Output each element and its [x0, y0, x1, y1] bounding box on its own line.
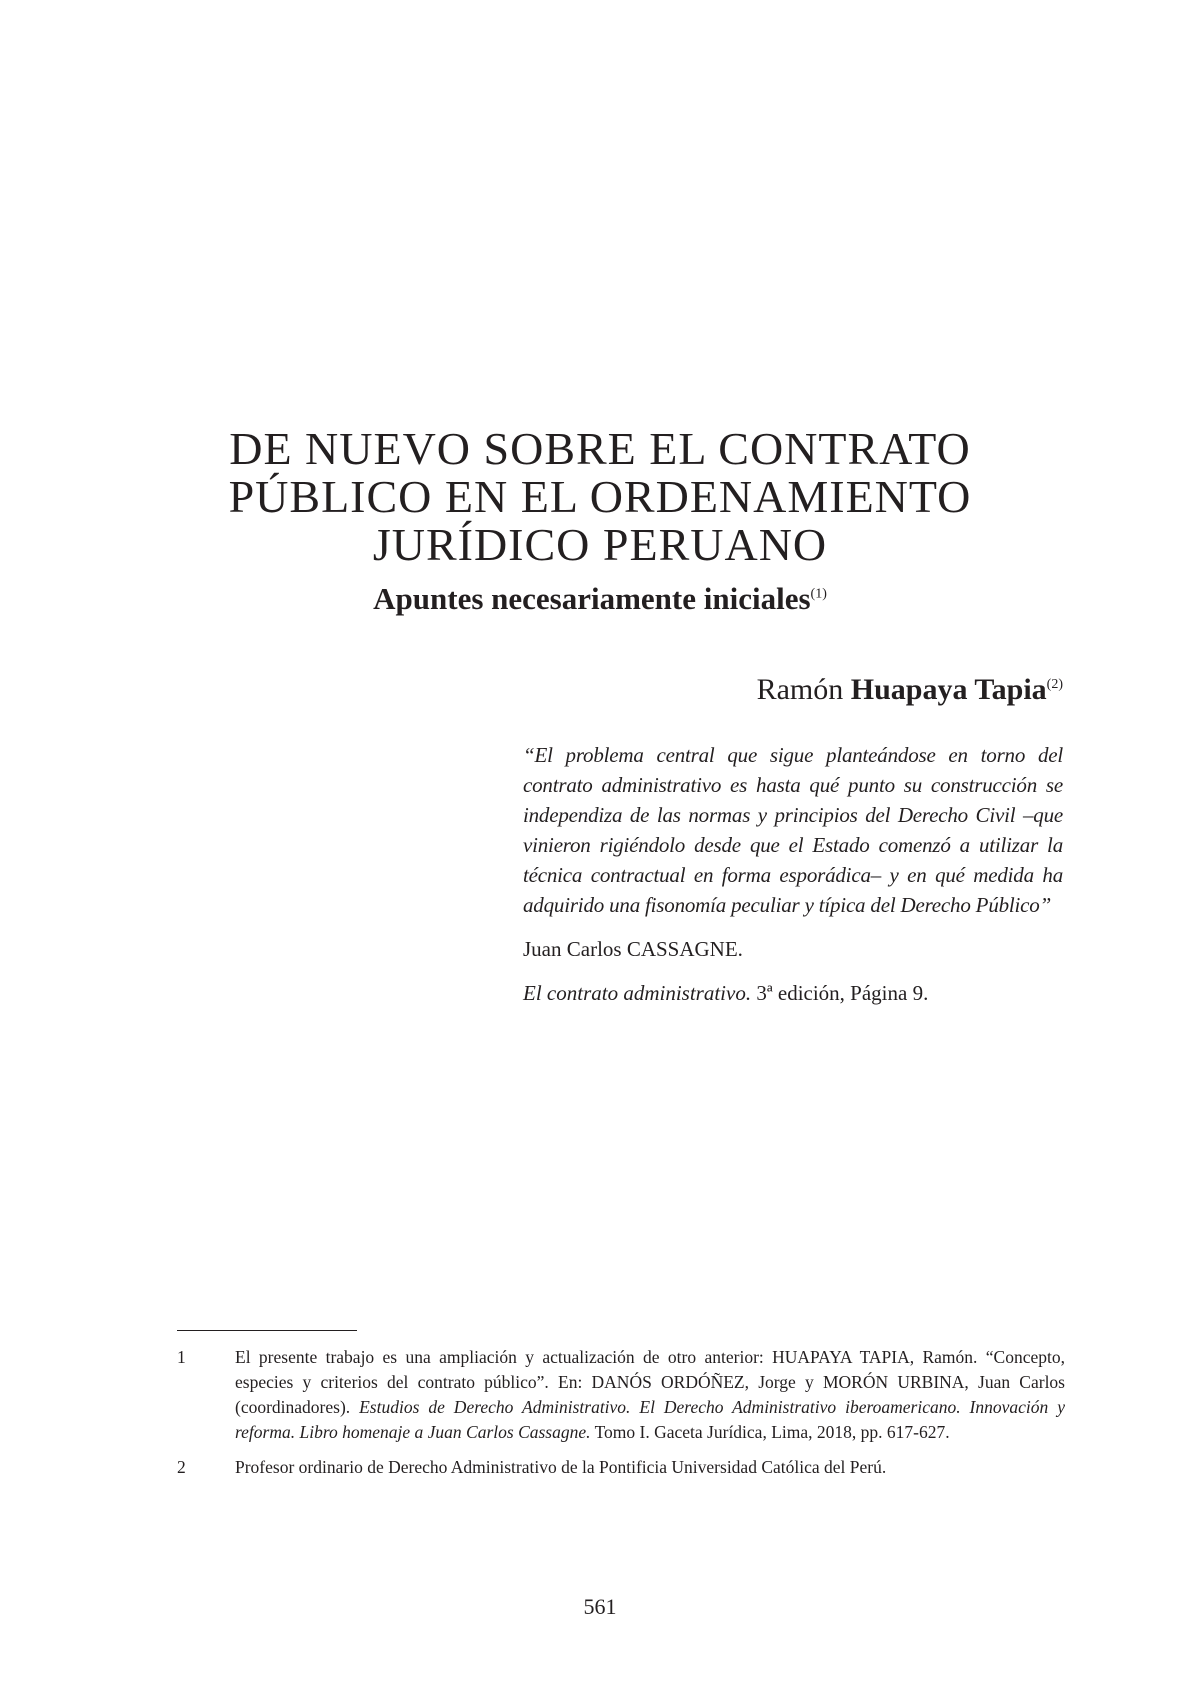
footnote-ref-2[interactable]: (2)	[1046, 677, 1063, 692]
footnote-text: Profesor ordinario de Derecho Administrativo de la Pontificia Universidad Católica del Perú.	[235, 1457, 887, 1477]
epigraph-author: Juan Carlos CASSAGNE.	[523, 937, 743, 961]
footnote-text-italic: Estudios de Derecho Administrativo. El Derecho Administrativo iberoamericano. Innovación y reforma. Libro homenaje a Juan Carlos Cassagne.	[235, 1397, 1065, 1442]
title-block	[180, 425, 1020, 617]
author-last-name: Huapaya Tapia	[850, 673, 1047, 706]
footnote-ref-1[interactable]: (1)	[810, 586, 827, 602]
article-title	[180, 425, 1020, 569]
title-line: PÚBLICO EN EL ORDENAMIENTO	[228, 471, 972, 522]
footnote-text-part: Tomo I. Gaceta Jurídica, Lima, 2018, pp. 617-627.	[590, 1422, 950, 1442]
article-subtitle	[180, 581, 1020, 617]
footnote-text-part: El presente trabajo es una ampliación y actualización de otro anterior: HUAPAYA TAPIA, Ramón. “Concepto, especies y criterios del contrato público”. En: DANÓS ORDÓÑEZ, Jorge y MORÓN URBINA, Juan Carlos (coordinadores).	[235, 1347, 1065, 1417]
title-line: DE NUEVO SOBRE EL CONTRATO	[229, 423, 971, 474]
author-first-name: Ramón	[756, 673, 844, 706]
epigraph-source-work: El contrato administrativo.	[523, 981, 752, 1005]
epigraph-source	[523, 978, 1063, 1008]
author-byline	[757, 672, 1063, 708]
footnotes	[177, 1345, 1065, 1490]
footnote-2	[177, 1455, 1065, 1480]
footnote-number: 1	[177, 1347, 186, 1367]
footnote-divider	[177, 1330, 357, 1331]
footnote-number: 2	[177, 1457, 186, 1477]
subtitle-text: Apuntes necesariamente iniciales	[373, 581, 811, 616]
epigraph-quote: “El problema central que sigue planteándose en torno del contrato administrativo es hasta qué punto su construcción se independiza de las normas y principios del Derecho Civil –que vinieron rigiéndolo desde que el Estado comenzó a utilizar la técnica contractual en forma esporádica– y en qué medida ha adquirido una fisonomía peculiar y típica del Derecho Público”	[523, 743, 1063, 917]
page-number: 561	[583, 1594, 617, 1619]
footnote-1	[177, 1345, 1065, 1445]
title-line: JURÍDICO PERUANO	[372, 519, 828, 570]
footnote-text	[235, 1345, 1065, 1445]
epigraph-source-edition: 3ª edición, Página 9.	[751, 981, 929, 1005]
epigraph	[523, 740, 1063, 1008]
